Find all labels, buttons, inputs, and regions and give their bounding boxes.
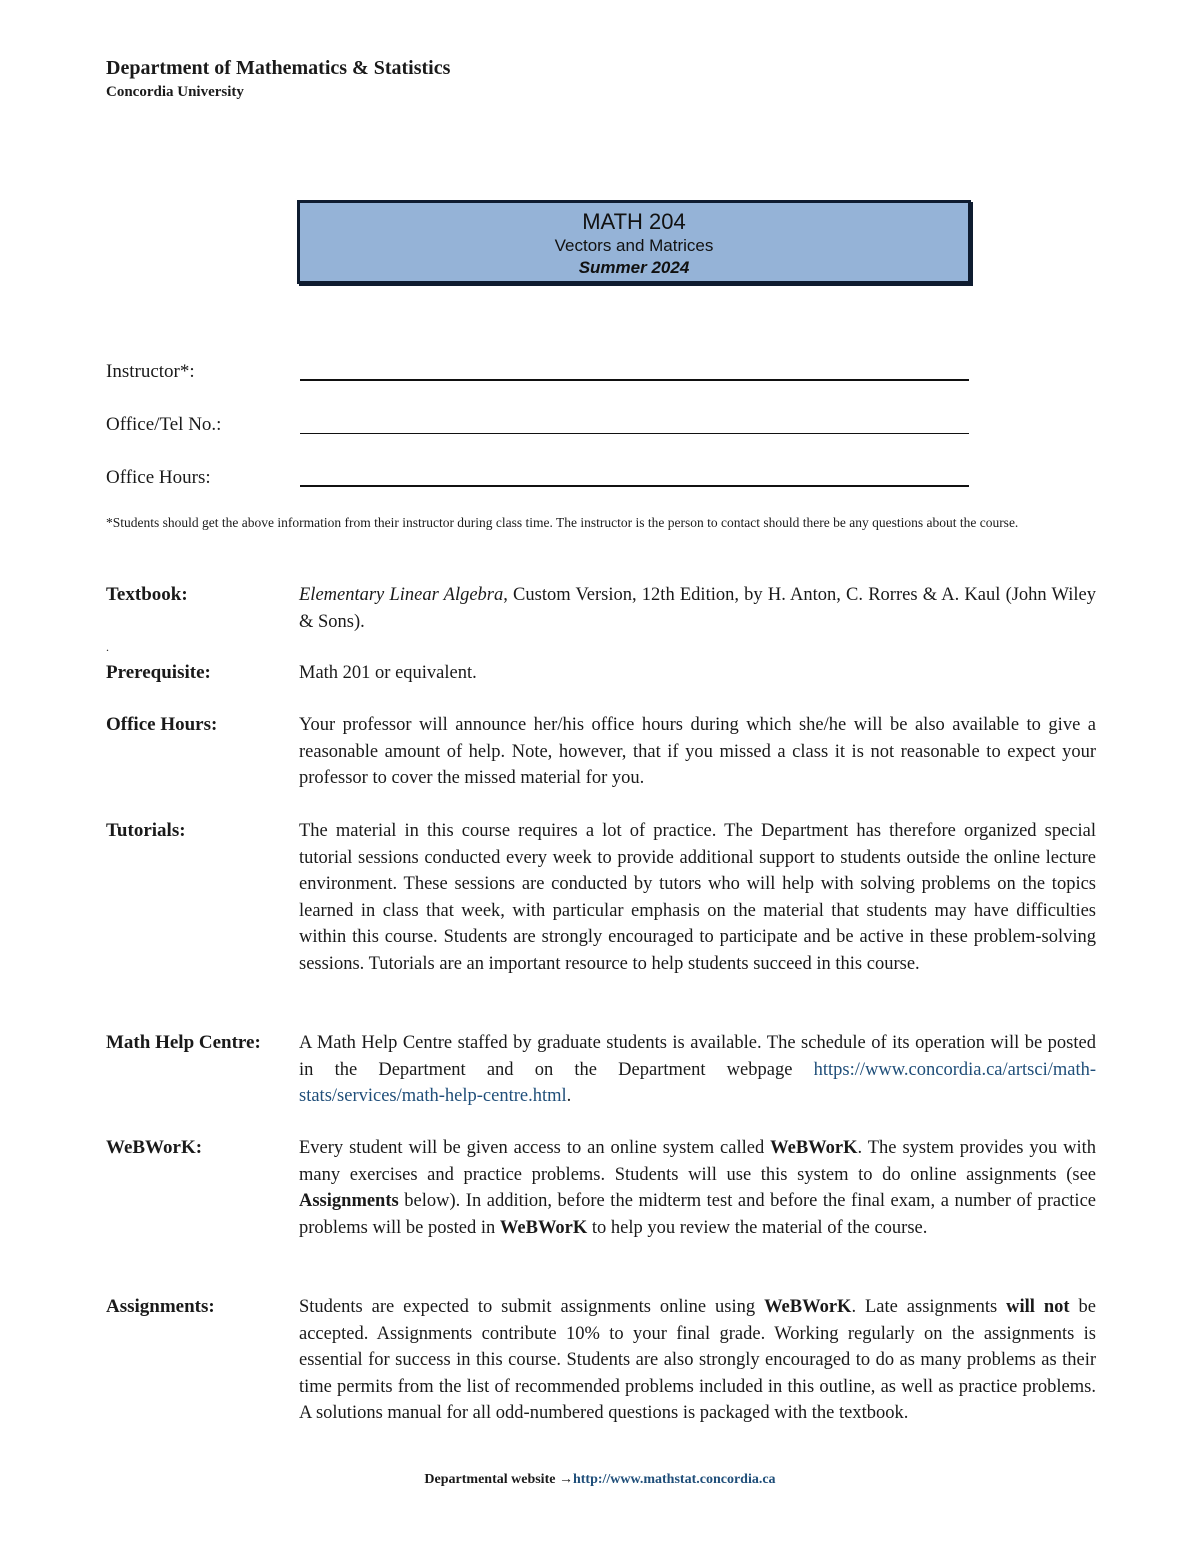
course-title-box (297, 200, 971, 284)
office-hours-section (106, 712, 1096, 792)
footer (0, 1472, 1200, 1488)
math-help-description: A Math Help Centre staffed by graduate students is available. The schedule of its operation will be posted in the Department and on the Department webpage (299, 1033, 1096, 1080)
footnote: *Students should get the above information from their instructor during class time. The instructor is the person to contact should there be any questions about the course. (106, 515, 1019, 530)
math-help-link[interactable]: https://www.concordia.ca/artsci/math-stats/services/math-help-centre.html (299, 1059, 1097, 1106)
instructor-field (106, 361, 969, 391)
hours-field (106, 467, 969, 497)
webwork-text-3: below). In addition, before the midterm test and before the final exam, a number of practice problems will be posted in (299, 1191, 1096, 1238)
office-line (300, 433, 969, 434)
assignments-text (299, 1294, 1096, 1427)
stray-mark: . (106, 640, 109, 654)
website-link[interactable]: http://www.mathstat.concordia.ca (572, 1472, 776, 1487)
office-hours-text: Your professor will announce her/his office hours during which she/he will be also available to give a reasonable amount of help. Note, however, that if you missed a class it is not reasonable to expect your professor to cover the missed material for you. (299, 715, 1096, 788)
footer-label: Departmental website (424, 1472, 556, 1487)
textbook-details: , Custom Version, 12th Edition, by H. Anton, C. Rorres & A. Kaul (John Wiley & Sons). (299, 585, 1096, 632)
arrow-right-icon: → (558, 1472, 573, 1487)
math-help-text (299, 1030, 1096, 1110)
webwork-bold-1: WeBWorK (770, 1138, 858, 1158)
prerequisite-section (106, 660, 1096, 687)
textbook-section (106, 582, 1096, 635)
webwork-bold-2: Assignments (299, 1191, 399, 1211)
textbook-label: Textbook: (106, 584, 188, 605)
webwork-label: WeBWorK: (106, 1137, 203, 1158)
assignments-text-1: Students are expected to submit assignments online using (299, 1297, 765, 1317)
hours-label: Office Hours: (106, 467, 211, 488)
university-name: Concordia University (106, 84, 244, 100)
course-term: Summer 2024 (578, 258, 690, 277)
textbook-text (299, 582, 1096, 635)
tutorials-label: Tutorials: (106, 820, 186, 841)
assignments-section (106, 1294, 1096, 1427)
course-name: Vectors and Matrices (554, 236, 714, 255)
webwork-text-2: . The system provides you with many exercises and practice problems. Students will use this system to do online assignments (see (299, 1138, 1097, 1185)
assignments-text-3: be accepted. Assignments contribute 10% to your final grade. Working regularly on the assignments is essential for success in this course. Students are also strongly encouraged to do as many problems as their time permits from the list of recommended problems included in this outline, as well as practice problems. A solutions manual for all odd-numbered questions is packaged with the textbook. (299, 1297, 1096, 1423)
assignments-bold-1: WeBWorK (764, 1297, 852, 1317)
math-help-period: . (566, 1086, 572, 1106)
hours-line (300, 485, 969, 487)
textbook-title: Elementary Linear Algebra (299, 585, 504, 605)
tutorials-section (106, 818, 1096, 977)
office-hours-label: Office Hours: (106, 714, 218, 735)
prerequisite-text: Math 201 or equivalent. (299, 663, 477, 683)
assignments-label: Assignments: (106, 1296, 215, 1317)
department-name: Department of Mathematics & Statistics (106, 57, 451, 79)
assignments-text-2: . Late assignments (851, 1297, 1007, 1317)
math-help-section (106, 1030, 1096, 1110)
webwork-text-4: to help you review the material of the course. (587, 1217, 928, 1238)
math-help-label: Math Help Centre: (106, 1032, 261, 1053)
course-code: MATH 204 (582, 209, 686, 234)
instructor-label: Instructor*: (106, 361, 195, 382)
instructor-line (300, 379, 969, 381)
prerequisite-label: Prerequisite: (106, 662, 211, 683)
tutorials-text: The material in this course requires a lot of practice. The Department has therefore organized special tutorial sessions conducted every week to provide additional support to students outside the online lecture environment. These sessions are conducted by tutors who will help with solving problems on the topics learned in class that week, with particular emphasis on the material that students may have difficulties within this course. Students are strongly encouraged to participate and be active in these problem-solving sessions. Tutorials are an important resource to help students succeed in this course. (299, 821, 1096, 974)
webwork-bold-3: WeBWorK (499, 1217, 588, 1238)
webwork-text-1: Every student will be given access to an online system called (299, 1138, 771, 1158)
office-field (106, 414, 969, 444)
office-label: Office/Tel No.: (106, 414, 222, 435)
webwork-text (299, 1135, 1096, 1241)
webwork-section (106, 1135, 1096, 1241)
assignments-bold-2: will not (1006, 1297, 1070, 1317)
